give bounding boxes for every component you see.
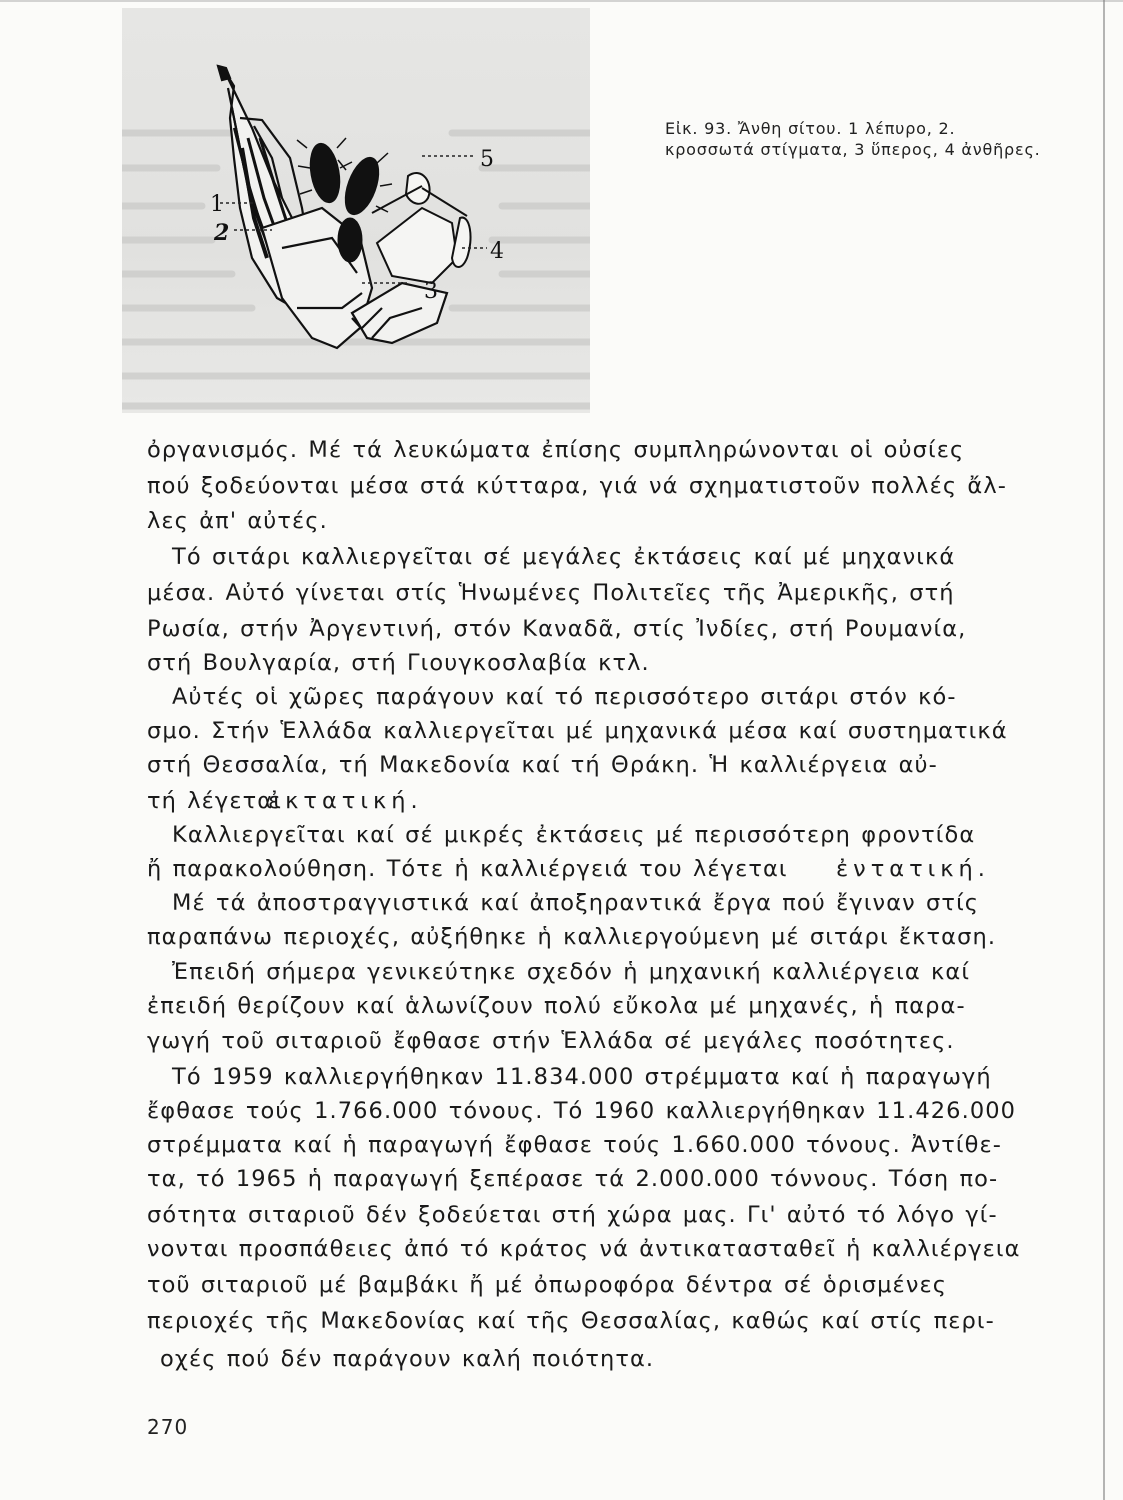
text-line-1: ὀργανισμός. Μέ τά λευκώματα ἐπίσης συμπληρώνονται οἱ οὐσίες (147, 437, 965, 463)
text-line-15: παραπάνω περιοχές, αὐξήθηκε ἡ καλλιεργούμενη μέ σιτάρι ἔκταση. (147, 924, 997, 950)
text-line-23: σότητα σιταριοῦ δέν ξοδεύεται στή χώρα μας. Γι' αὐτό τό λόγο γί- (147, 1202, 998, 1228)
text-line-26: περιοχές τῆς Μακεδονίας καί τῆς Θεσσαλίας, καθώς καί στίς περι- (147, 1308, 995, 1334)
term-entatiki: ἐντατική. (836, 856, 990, 882)
text-line-14: Μέ τά ἀποστραγγιστικά καί ἀποξηραντικά ἔργα πού ἔγιναν στίς (172, 890, 980, 916)
text-line-4: Τό σιτάρι καλλιεργεῖται σέ μεγάλες ἐκτάσεις καί μέ μηχανικά (172, 544, 956, 570)
text-line-2: πού ξοδεύονται μέσα στά κύτταρα, γιά νά σχηματιστοῦν πολλές ἄλ- (147, 473, 1007, 499)
text-line-24: νονται προσπάθειες ἀπό τό κράτος νά ἀντικατασταθεῖ ἡ καλλιέργεια (147, 1236, 1021, 1262)
figure-label-2: 2 (214, 220, 230, 246)
scan-right-edge (1103, 0, 1105, 1500)
text-line-21: στρέμματα καί ἡ παραγωγή ἔφθασε τούς 1.660.000 τόνους. Ἀντίθε- (147, 1132, 1002, 1158)
text-line-16: Ἐπειδή σήμερα γενικεύτηκε σχεδόν ἡ μηχανική καλλιέργεια καί (172, 959, 971, 985)
text-line-19: Τό 1959 καλλιεργήθηκαν 11.834.000 στρέμματα καί ἡ παραγωγή (172, 1064, 992, 1090)
text-line-12: Καλλιεργεῖται καί σέ μικρές ἐκτάσεις μέ περισσότερη φροντίδα (172, 822, 976, 848)
text-line-13: ἤ παρακολούθηση. Τότε ἡ καλλιέργειά του λέγεται (147, 856, 788, 882)
text-line-27: οχές πού δέν παράγουν καλή ποιότητα. (160, 1346, 655, 1372)
text-line-11: τή λέγεται (147, 788, 282, 814)
term-ektatiki: ἐκτατική. (268, 788, 423, 814)
text-line-17: ἐπειδή θερίζουν καί ἁλωνίζουν πολύ εὔκολα μέ μηχανές, ἡ παρα- (147, 993, 966, 1019)
text-line-25: τοῦ σιταριοῦ μέ βαμβάκι ἤ μέ ὀπωροφόρα δέντρα σέ ὁρισμένες (147, 1272, 948, 1298)
text-line-6: Ρωσία, στήν Ἀργεντινή, στόν Καναδᾶ, στίς Ἰνδίες, στή Ρουμανία, (147, 616, 967, 642)
figure-caption: Εἰκ. 93. Ἄνθη σίτου. 1 λέπυρο, 2. κροσσωτά στίγματα, 3 ὕπερος, 4 ἀνθῆρες. (665, 119, 1041, 159)
text-line-5: μέσα. Αὐτό γίνεται στίς Ἡνωμένες Πολιτεῖες τῆς Ἀμερικῆς, στή (147, 580, 955, 606)
text-line-9: σμο. Στήν Ἑλλάδα καλλιεργεῖται μέ μηχανικά μέσα καί συστηματικά (147, 718, 1008, 744)
text-line-18: γωγή τοῦ σιταριοῦ ἔφθασε στήν Ἑλλάδα σέ μεγάλες ποσότητες. (147, 1028, 955, 1054)
figure-label-4: 4 (490, 239, 504, 264)
page-number: 270 (147, 1415, 189, 1439)
text-line-22: τα, τό 1965 ἡ παραγωγή ξεπέρασε τά 2.000.000 τόννους. Τόση πο- (147, 1166, 999, 1192)
wheat-flower-figure (122, 8, 590, 413)
scan-top-edge (0, 0, 1123, 2)
text-line-3: λες ἀπ' αὐτές. (147, 508, 328, 534)
figure-label-1: 1 (210, 192, 224, 217)
text-line-20: ἔφθασε τούς 1.766.000 τόνους. Τό 1960 καλλιεργήθηκαν 11.426.000 (147, 1098, 1017, 1124)
wheat-flower-illustration (122, 8, 590, 413)
text-line-7: στή Βουλγαρία, στή Γιουγκοσλαβία κτλ. (147, 650, 650, 676)
text-line-10: στή Θεσσαλία, τή Μακεδονία καί τή Θράκη. Ἡ καλλιέργεια αὐ- (147, 752, 938, 778)
figure-label-3: 3 (424, 279, 438, 304)
figure-label-5: 5 (480, 147, 494, 172)
text-line-8: Αὐτές οἱ χῶρες παράγουν καί τό περισσότερο σιτάρι στόν κό- (172, 684, 957, 710)
